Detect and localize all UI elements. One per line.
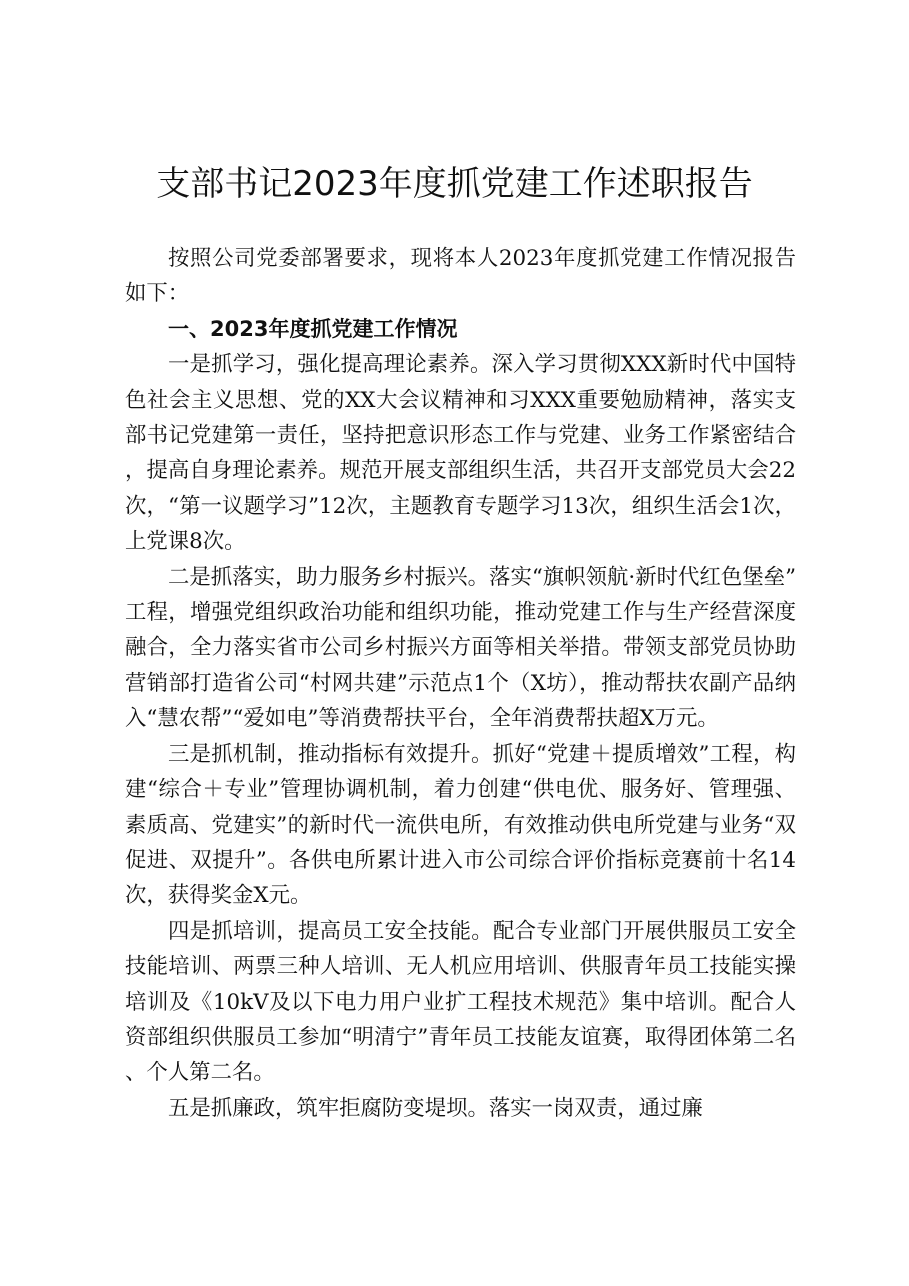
document-title: 支部书记2023年度抓党建工作述职报告	[156, 164, 753, 204]
paragraph-training: 四是抓培训，提高员工安全技能。配合专业部门开展供服员工安全技能培训、两票三种人培训、无人机应用培训、供服青年员工技能实操培训及《10kV及以下电力用户业扩工程技术规范》集中培训。配合人资部组织供服员工参加“明清宁”青年员工技能友谊赛，取得团体第二名、个人第二名。	[125, 918, 796, 1086]
intro-paragraph: 按照公司党委部署要求，现将本人2023年度抓党建工作情况报告如下：	[125, 246, 796, 307]
page-bottom-margin	[0, 1235, 909, 1286]
document-body	[125, 241, 796, 1126]
section-heading: 一、2023年度抓党建工作情况	[168, 316, 458, 341]
paragraph-integrity: 五是抓廉政，筑牢拒腐防变堤坝。落实一岗双责，通过廉	[168, 1095, 703, 1121]
paragraph-implementation: 二是抓落实，助力服务乡村振兴。落实“旗帜领航·新时代红色堡垒”工程，增强党组织政治功能和组织功能，推动党建工作与生产经营深度融合，全力落实省市公司乡村振兴方面等相关举措。带领支部党员协助营销部打造省公司“村网共建”示范点1个（X坊），推动帮扶农副产品纳入“慧农帮”“爱如电”等消费帮扶平台，全年消费帮扶超X万元。	[125, 564, 796, 732]
paragraph-mechanism: 三是抓机制，推动指标有效提升。抓好“党建＋提质增效”工程，构建“综合＋专业”管理协调机制，着力创建“供电优、服务好、管理强、素质高、党建实”的新时代一流供电所，有效推动供电所党建与业务“双促进、双提升”。各供电所累计进入市公司综合评价指标竞赛前十名14次，获得奖金X元。	[125, 741, 796, 909]
paragraph-study: 一是抓学习，强化提高理论素养。深入学习贯彻XXX新时代中国特色社会主义思想、党的XX大会议精神和习XXX重要勉励精神，落实支部书记党建第一责任，坚持把意识形态工作与党建、业务工作紧密结合，提高自身理论素养。规范开展支部组织生活，共召开支部党员大会22次，“第一议题学习”12次，主题教育专题学习13次，组织生活会1次，上党课8次。	[125, 352, 796, 555]
